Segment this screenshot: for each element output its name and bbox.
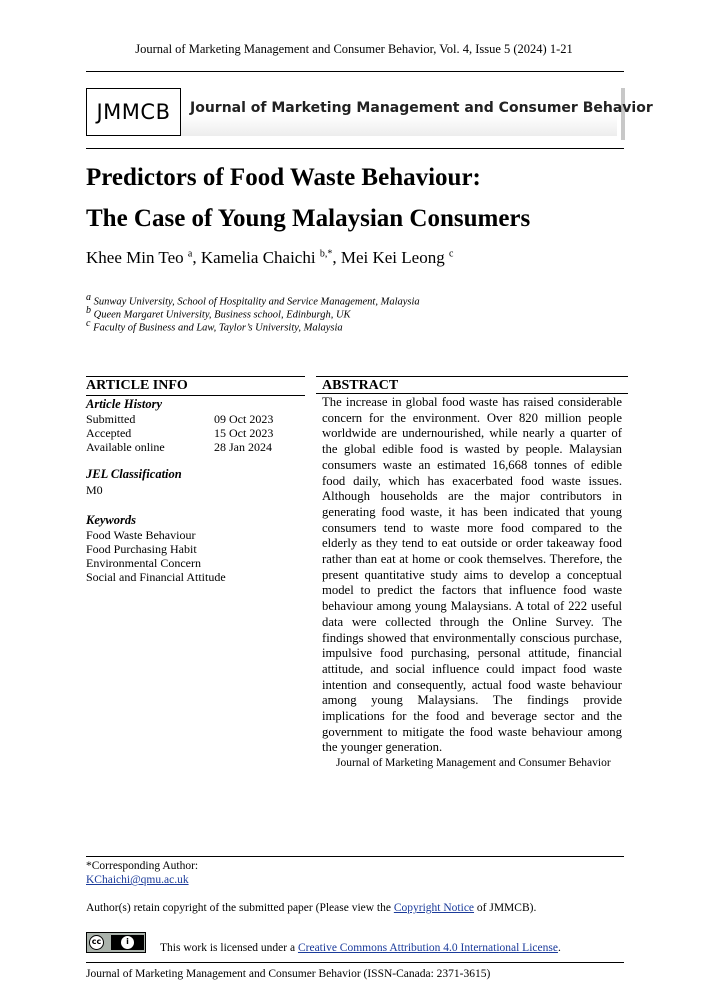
history-label: Accepted	[86, 426, 132, 440]
attribution-person-icon: i	[120, 935, 135, 950]
footer-bottom-rule	[86, 962, 624, 963]
copyright-suffix: of JMMCB).	[474, 902, 537, 914]
history-date: 15 Oct 2023	[214, 426, 274, 440]
affiliation-sup: b	[86, 305, 91, 316]
affiliation-text: Queen Margaret University, Business school, Edinburgh, UK	[93, 309, 351, 321]
article-history-heading: Article History	[86, 397, 163, 411]
footer-rule	[86, 856, 624, 857]
license-suffix: .	[557, 942, 561, 954]
banner-rule	[86, 148, 624, 149]
paper-title-line2: The Case of Young Malaysian Consumers	[86, 205, 531, 232]
affiliation	[86, 318, 343, 334]
author-name: Mei Kei Leong	[340, 248, 445, 267]
history-label: Available online	[86, 440, 165, 454]
jel-heading: JEL Classification	[86, 467, 182, 481]
history-date: 28 Jan 2024	[214, 440, 272, 454]
affiliation-text: Sunway University, School of Hospitality and Service Management, Malaysia	[93, 296, 420, 308]
abstract-rule-top	[316, 376, 628, 377]
corresponding-email-link[interactable]: KChaichi@qmu.ac.uk	[86, 874, 189, 886]
journal-banner	[86, 88, 653, 140]
license-prefix: This work is licensed under a	[160, 942, 298, 954]
article-info-rule-top	[86, 376, 305, 377]
author-sup: a	[187, 248, 193, 260]
cc-icon: cc	[89, 935, 104, 950]
keywords-heading: Keywords	[86, 513, 136, 527]
keyword: Food Purchasing Habit	[86, 542, 197, 556]
author-name: Khee Min Teo	[86, 248, 184, 267]
abstract-body: The increase in global food waste has raised considerable concern for the environment. Over 820 million people worldwide are undernourished, while nearly a quarter of the global edible food is wasted by people. Malaysian consumers waste an estimated 16,668 tonnes of edible food daily, which has exacerbated food waste issues. Although households are the major contributors in generating food waste, it has been indicated that young consumers tend to waste more food compared to the elderly as they tend to eat outside or order takeaway food rather than eat at home or cook themselves. Therefore, the present quantitative study aims to develop a conceptual model to predict the factors that influence food waste behaviour among young Malaysians. A total of 222 useful data were collected through the Online Survey. The findings showed that environmentally conscious purchase, impulsive food purchasing, personal attitude, financial attitude, and social influence could impact food waste intention and consequently, actual food waste behaviour among young Malaysians. The findings provide implications for the food and beverage sector and the government to mitigate the food waste behaviour among the younger generation.	[322, 395, 622, 755]
jel-code: M0	[86, 483, 103, 497]
author-name: Kamelia Chaichi	[200, 248, 316, 267]
history-label: Submitted	[86, 412, 136, 426]
history-date: 09 Oct 2023	[214, 412, 274, 426]
affiliation-sup: a	[86, 292, 91, 303]
abstract-journal-tag: Journal of Marketing Management and Consumer Behavior	[336, 757, 611, 769]
affiliation-sup: c	[86, 318, 91, 329]
keyword: Environmental Concern	[86, 556, 201, 570]
license-link[interactable]: Creative Commons Attribution 4.0 International License	[297, 942, 558, 954]
article-info-heading: ARTICLE INFO	[86, 378, 188, 393]
cc-by-license-icon[interactable]	[86, 932, 146, 953]
abstract-heading: ABSTRACT	[322, 378, 399, 393]
running-header: Journal of Marketing Management and Consumer Behavior, Vol. 4, Issue 5 (2024) 1-21	[135, 42, 573, 56]
journal-logo: JMMCB	[86, 88, 181, 136]
copyright-prefix: Author(s) retain copyright of the submitted paper (Please view the	[86, 902, 394, 914]
license-statement	[160, 942, 561, 954]
paper-title-line1: Predictors of Food Waste Behaviour:	[86, 164, 481, 191]
keyword: Food Waste Behaviour	[86, 528, 196, 542]
keyword: Social and Financial Attitude	[86, 570, 226, 584]
header-rule	[86, 71, 624, 72]
author-sup: b,*	[319, 248, 333, 260]
article-info-rule-bottom	[86, 395, 305, 396]
copyright-notice-link[interactable]: Copyright Notice	[393, 902, 475, 914]
author-list: Khee Min Teo $^a$, Kamelia Chaichi $^{b,*}$, Mei Kei Leong $^c$	[86, 248, 454, 267]
corresponding-author-label: *Corresponding Author:	[86, 860, 199, 872]
issn-line: Journal of Marketing Management and Consumer Behavior (ISSN-Canada: 2371-3615)	[86, 968, 491, 980]
abstract-rule-bottom	[316, 393, 628, 394]
banner-journal-name: Journal of Marketing Management and Consumer Behavior	[190, 100, 653, 116]
affiliation-text: Faculty of Business and Law, Taylor’s University, Malaysia	[93, 322, 343, 334]
copyright-statement	[86, 902, 536, 914]
author-sup: c	[448, 248, 454, 260]
